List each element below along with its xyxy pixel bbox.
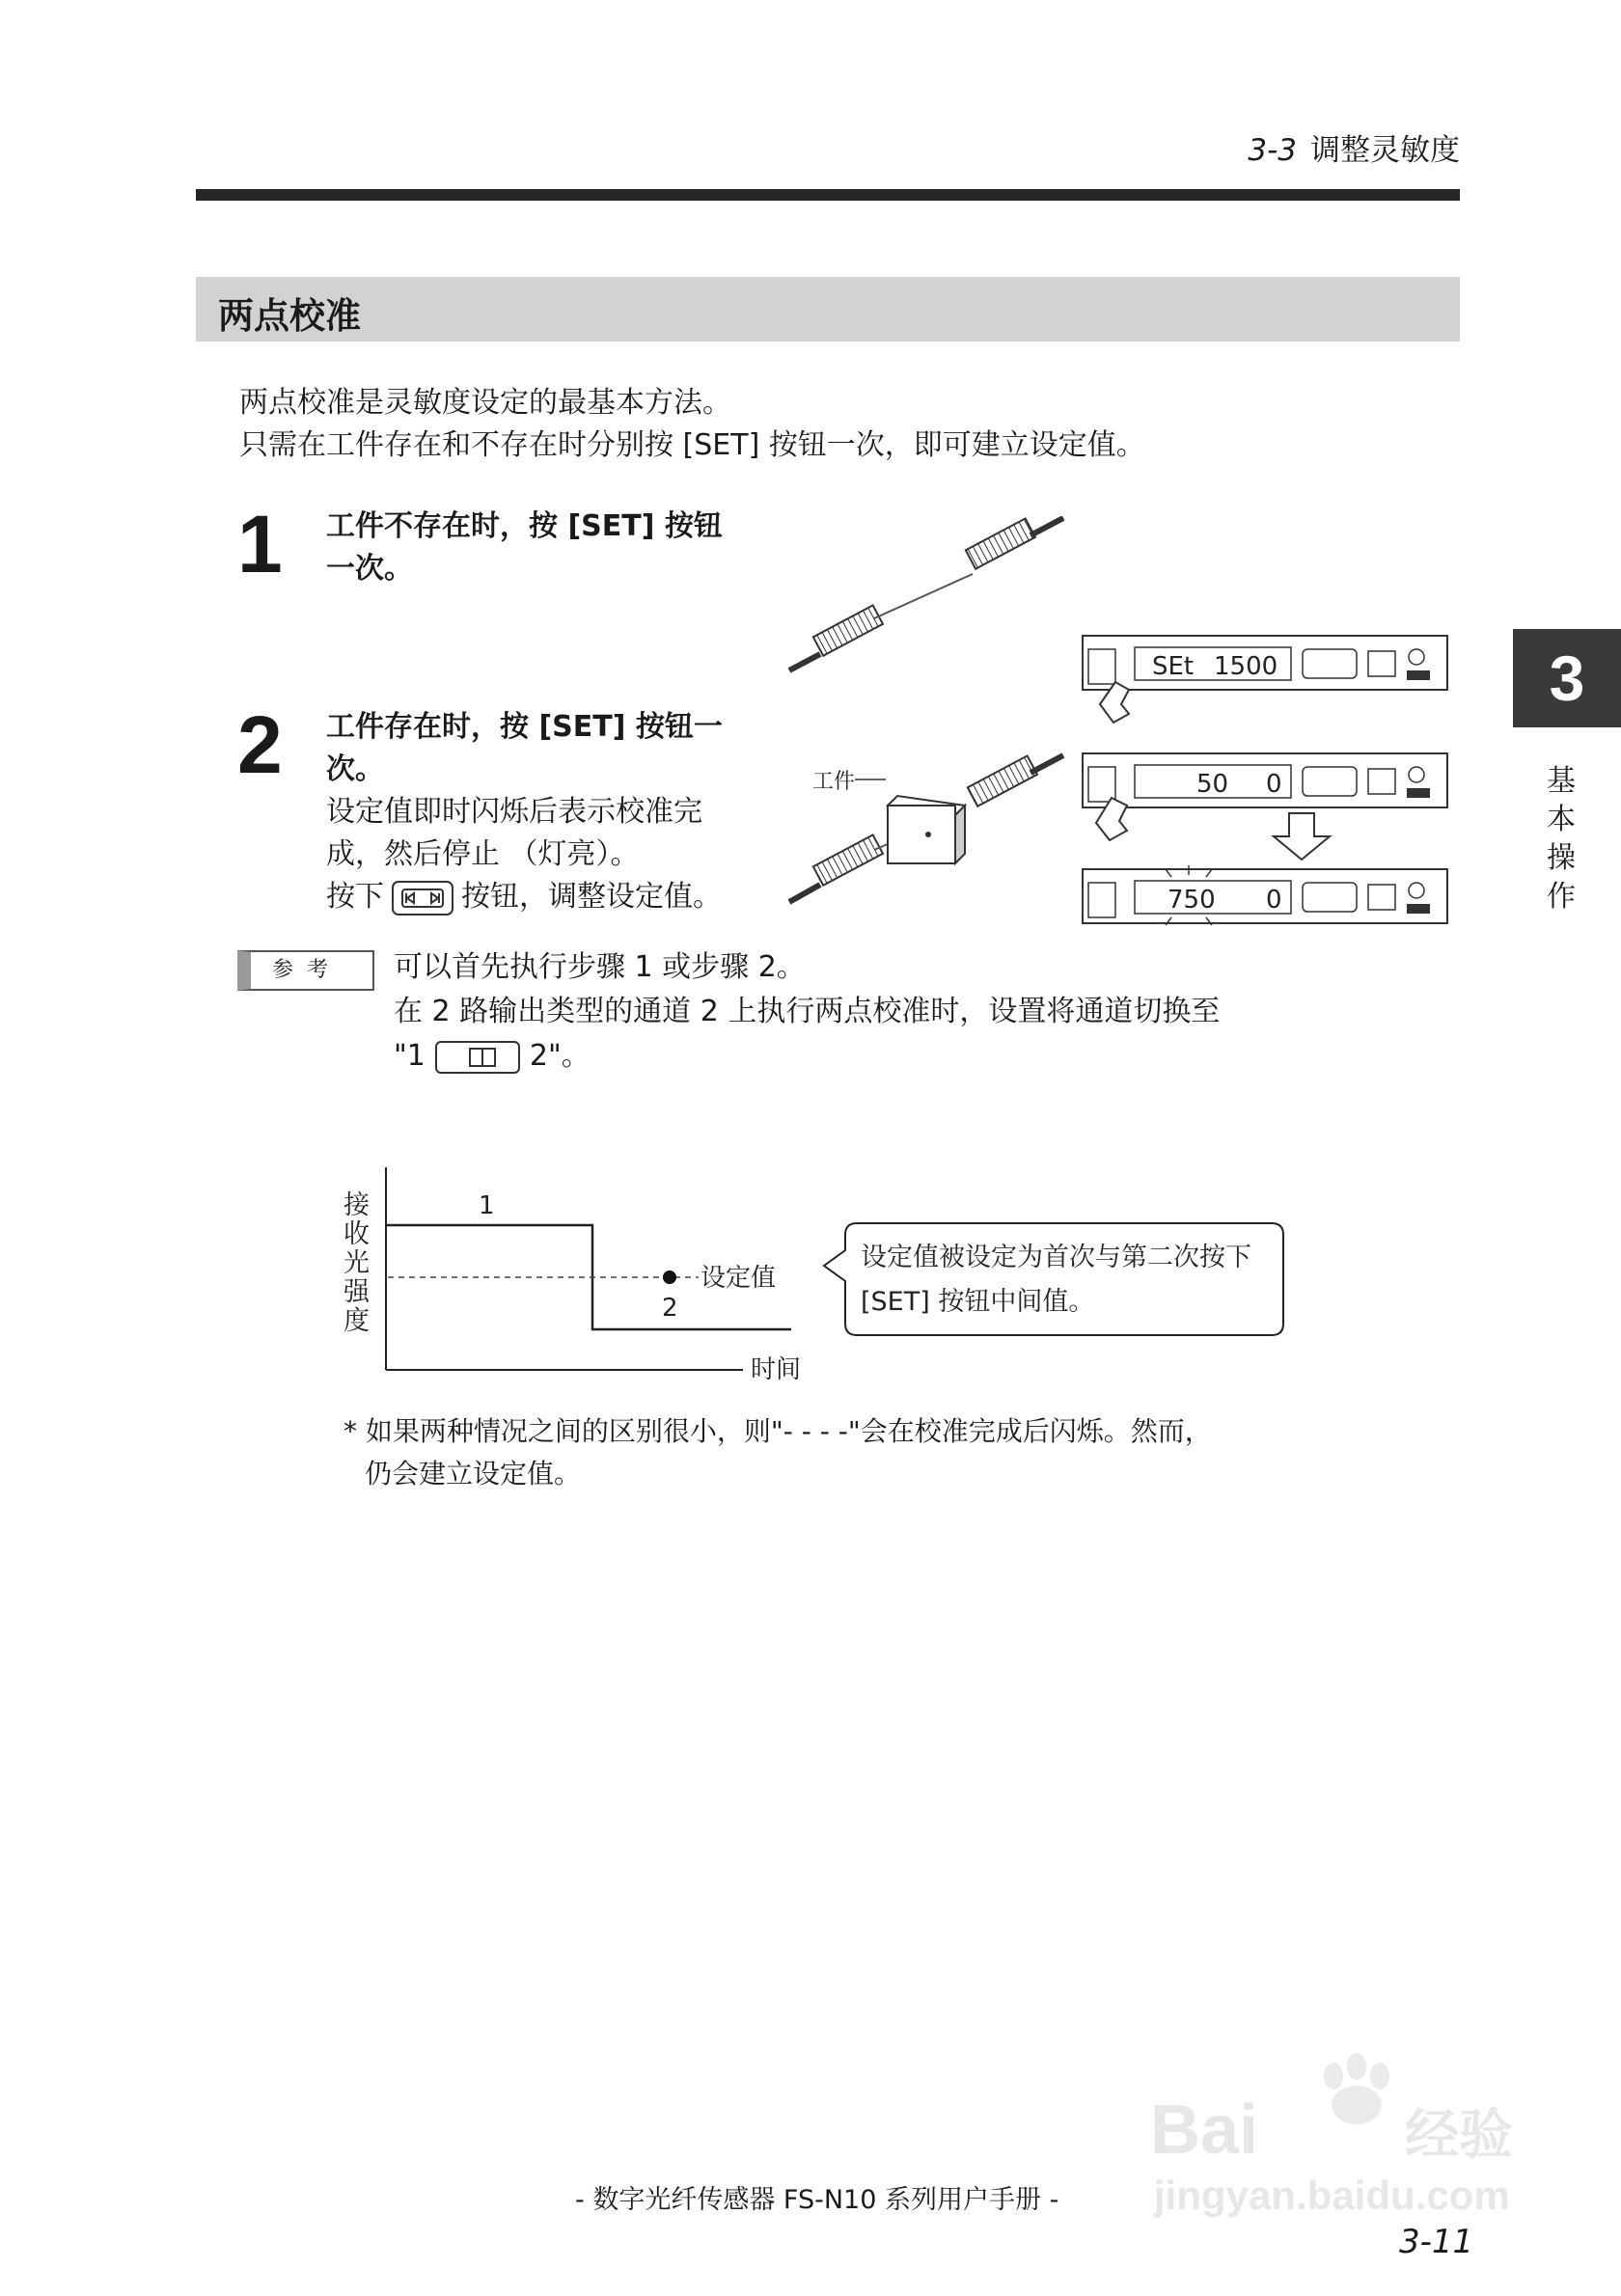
setpoint-label: 设定值 xyxy=(701,1264,777,1293)
reference-badge: 参考 xyxy=(237,950,374,991)
reference-line-2: 在 2 路输出类型的通道 2 上执行两点校准时，设置将通道切换至 xyxy=(394,995,1221,1028)
header-rule xyxy=(196,189,1460,201)
display3-right: 0 xyxy=(1266,886,1282,915)
callout-line-2: [SET] 按钮中间值。 xyxy=(861,1287,1095,1317)
channel-switch-icon xyxy=(435,1041,520,1074)
intro-paragraph xyxy=(239,382,1145,467)
press-suffix: 按钮，调整设定值。 xyxy=(461,880,722,914)
display2-right: 0 xyxy=(1266,770,1282,799)
footnote-line-1: * 如果两种情况之间的区别很小，则"- - - -"会在校准完成后闪烁。然而， xyxy=(343,1415,1212,1447)
step-1-title-line-1: 工件不存在时，按 [SET] 按钮 xyxy=(326,509,723,543)
amplifier-unit-1 xyxy=(1083,636,1447,690)
fiber-pair-step2 xyxy=(789,755,1063,902)
amplifier-unit-2 xyxy=(1083,753,1447,807)
arrow-keys-icon xyxy=(392,881,453,916)
step-2-text xyxy=(326,706,723,918)
watermark-brand2: 经验 xyxy=(1405,2104,1513,2165)
intro-line-2: 只需在工件存在和不存在时分别按 [SET] 按钮一次，即可建立设定值。 xyxy=(239,428,1145,462)
baidu-watermark xyxy=(1144,2037,1530,2230)
page-number: 3-11 xyxy=(1399,2223,1474,2261)
setpoint-marker xyxy=(663,1271,676,1284)
section-number: 3-3 xyxy=(1248,133,1297,168)
chapter-label: 基 本 操 作 xyxy=(1547,764,1576,914)
sensor-illustration xyxy=(782,516,1457,931)
reference-line-1: 可以首先执行步骤 1 或步骤 2。 xyxy=(394,950,806,984)
display1-left: SEt xyxy=(1152,652,1195,681)
fiber-pair-step1 xyxy=(789,518,1063,670)
down-arrow-icon xyxy=(1274,813,1330,860)
amplifier-unit-3 xyxy=(1083,865,1447,925)
y-axis-label: 接 收 光 强 度 xyxy=(343,1190,370,1336)
step-2-number: 2 xyxy=(237,699,283,790)
step-2-press-line xyxy=(326,876,723,918)
step-1-text xyxy=(326,506,723,590)
footnote xyxy=(343,1410,1212,1495)
step-1-number: 1 xyxy=(237,499,283,589)
press-prefix: 按下 xyxy=(326,880,384,914)
section-heading-bar xyxy=(196,277,1460,342)
workpiece-label: 工件 xyxy=(812,770,856,794)
callout-box xyxy=(824,1223,1283,1335)
x-axis-label: 时间 xyxy=(751,1355,802,1384)
section-title-header: 调整灵敏度 xyxy=(1310,133,1460,168)
display1-right: 1500 xyxy=(1214,652,1278,681)
step-2-title-line-1: 工件存在时，按 [SET] 按钮一 xyxy=(326,710,723,744)
running-header xyxy=(1248,125,1460,169)
reference-line-3-suffix: 2"。 xyxy=(529,1039,591,1073)
step-2-body-line-1: 设定值即时闪烁后表示校准完 xyxy=(326,795,702,829)
reference-text xyxy=(394,945,1220,1079)
reference-line-3-prefix: "1 xyxy=(394,1039,426,1073)
paw-logo-icon xyxy=(1324,2053,1389,2124)
display3-left: 750 xyxy=(1168,886,1216,915)
level-1-label: 1 xyxy=(479,1191,495,1220)
workpiece xyxy=(888,806,955,863)
light-intensity-graph xyxy=(328,1158,1293,1389)
step-2-title-line-2: 次。 xyxy=(326,752,384,786)
intro-line-1: 两点校准是灵敏度设定的最基本方法。 xyxy=(239,386,731,420)
footnote-line-2: 仍会建立设定值。 xyxy=(365,1458,582,1490)
section-heading: 两点校准 xyxy=(218,295,361,337)
reference-line-3 xyxy=(394,1034,1220,1079)
chapter-tab: 3 xyxy=(1513,629,1621,727)
step-2-body-line-2: 成，然后停止 （灯亮）。 xyxy=(326,837,640,871)
watermark-url: jingyan.baidu.com xyxy=(1154,2173,1510,2218)
level-2-label: 2 xyxy=(662,1294,678,1323)
step-1-title-line-2: 一次。 xyxy=(326,552,413,586)
display2-left: 50 xyxy=(1196,770,1229,799)
callout-line-1: 设定值被设定为首次与第二次按下 xyxy=(861,1243,1251,1272)
footer-manual-title: - 数字光纤传感器 FS-N10 系列用户手册 - xyxy=(575,2185,1059,2215)
watermark-brand: Bai xyxy=(1150,2091,1259,2169)
